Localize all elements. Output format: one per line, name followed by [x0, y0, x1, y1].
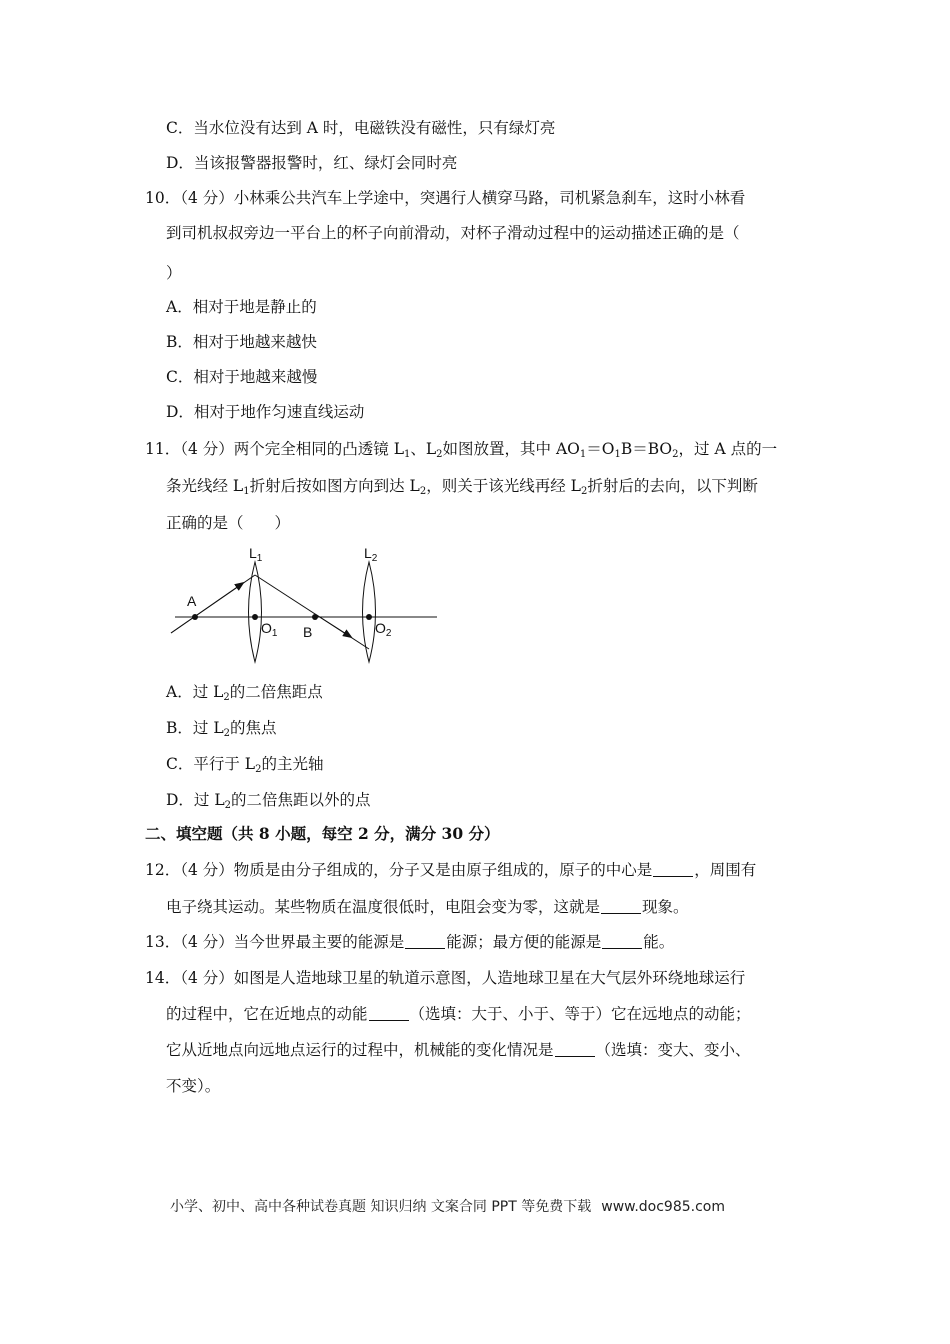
q10-stem-1: （4 分）小林乘公共汽车上学途中，突遇行人横穿马路，司机紧急刹车，这时小林看 [180, 189, 746, 207]
q11-text: 折射后的去向，以下判断 [587, 477, 758, 495]
q11-text: （4 分）两个完全相同的凸透镜 L [180, 440, 404, 458]
q14-line3 [166, 1040, 751, 1060]
q11-text: 如图放置，其中 AO [442, 440, 580, 458]
q12-text: ，周围有 [694, 861, 757, 879]
option-text: D．过 L [166, 791, 225, 809]
q10-number: 10． [145, 189, 181, 207]
subscript: 2 [224, 800, 232, 811]
label-o1: $O_1$ [261, 620, 278, 639]
label-l2: $L_2$ [364, 545, 378, 564]
q14-number: 14． [145, 969, 181, 987]
subscript: 1 [243, 486, 250, 497]
option-text: A．过 L [166, 683, 224, 701]
q11-option-c [166, 754, 323, 774]
subscript: 2 [436, 449, 443, 460]
option-text: 的二倍焦距以外的点 [231, 791, 371, 809]
q11-text: 、L [410, 440, 437, 458]
q10-option-b: B．相对于地越来越快 [166, 333, 317, 351]
q11-text: B＝BO [620, 440, 673, 458]
q10-line1 [145, 188, 745, 208]
q11-text: ，则关于该光线再经 L [426, 477, 581, 495]
subscript: 2 [672, 449, 679, 460]
option-text: B．过 L [166, 719, 224, 737]
subscript: 2 [223, 728, 230, 739]
q14-line2 [166, 1004, 751, 1024]
footer-text: 小学、初中、高中各种试卷真题 知识归纳 文案合同 PPT 等免费下载 [170, 1199, 592, 1215]
label-l1: $L_1$ [249, 545, 263, 564]
q11-line3: 正确的是（ ） [166, 514, 291, 532]
q11-line1 [145, 439, 777, 459]
q12-line2 [166, 897, 689, 917]
section-heading: 二、填空题（共 8 小题，每空 2 分，满分 30 分） [145, 824, 500, 843]
q14-text: （选填：大于、小于、等于）它在远地点的动能； [409, 1005, 751, 1023]
answer-blank[interactable] [405, 934, 445, 949]
subscript: 2 [223, 692, 230, 703]
q9-option-d: D．当该报警器报警时，红、绿灯会同时亮 [166, 154, 458, 172]
subscript: 1 [579, 449, 587, 460]
q14-text: 它从近地点向远地点运行的过程中，机械能的变化情况是 [166, 1041, 554, 1059]
lens-diagram [165, 540, 445, 670]
answer-blank[interactable] [555, 1042, 595, 1057]
q14-line4: 不变）。 [166, 1077, 221, 1095]
answer-blank[interactable] [602, 934, 642, 949]
label-o2: $O_2$ [375, 620, 392, 639]
q13-text: （4 分）当今世界最主要的能源是 [180, 933, 405, 951]
q11-number: 11． [145, 440, 181, 458]
q11-option-b [166, 718, 277, 738]
lens-l2 [363, 562, 376, 662]
q9-option-c: C．当水位没有达到 A 时，电磁铁没有磁性，只有绿灯亮 [166, 119, 556, 137]
q12-line1 [145, 860, 756, 880]
q10-option-a: A．相对于地是静止的 [166, 298, 317, 316]
page-footer [170, 1196, 725, 1216]
q13-number: 13． [145, 933, 181, 951]
point-b [312, 614, 318, 620]
q11-line2 [166, 476, 758, 496]
answer-blank[interactable] [601, 899, 641, 914]
q10-line2: 到司机叔叔旁边一平台上的杯子向前滑动，对杯子滑动过程中的运动描述正确的是（ [166, 224, 740, 242]
subscript: 2 [419, 486, 427, 497]
point-o2 [366, 614, 372, 620]
option-text: C．平行于 L [166, 755, 256, 773]
q10-option-d: D．相对于地作匀速直线运动 [166, 403, 365, 421]
q14-text: （选填：变大、变小、 [595, 1041, 751, 1059]
incident-ray-arrow [171, 583, 243, 633]
q14-text: （4 分）如图是人造地球卫星的轨道示意图，人造地球卫星在大气层外环绕地球运行 [180, 969, 746, 987]
q14-text: 的过程中，它在近地点的动能 [166, 1005, 368, 1023]
q11-text: 折射后按如图方向到达 L [249, 477, 420, 495]
lens-l1 [249, 562, 262, 662]
option-text: 的焦点 [230, 719, 277, 737]
point-a [192, 614, 198, 620]
subscript: 1 [614, 449, 621, 460]
option-text: 的主光轴 [261, 755, 324, 773]
q12-text: （4 分）物质是由分子组成的，分子又是由原子组成的，原子的中心是 [180, 861, 653, 879]
subscript: 2 [255, 764, 262, 775]
answer-blank[interactable] [653, 862, 693, 877]
q11-text: 条光线经 L [166, 477, 244, 495]
q11-text: ＝O [586, 440, 615, 458]
point-o1 [252, 614, 258, 620]
q10-option-c: C．相对于地越来越慢 [166, 368, 318, 386]
footer-url[interactable]: www.doc985.com [601, 1199, 725, 1215]
q14-line1 [145, 968, 745, 988]
subscript: 1 [404, 449, 411, 460]
q11-text: ，过 A 点的一 [678, 440, 778, 458]
q12-text: 电子绕其运动。某些物质在温度很低时，电阻会变为零，这就是 [166, 898, 601, 916]
option-text: 的二倍焦距点 [229, 683, 323, 701]
q12-text: 现象。 [642, 898, 689, 916]
subscript: 2 [580, 486, 588, 497]
q13-line1 [145, 932, 674, 952]
label-b: B [303, 624, 313, 640]
q13-text: 能。 [643, 933, 675, 951]
q11-option-a [166, 682, 323, 702]
answer-blank[interactable] [369, 1006, 409, 1021]
q12-number: 12． [145, 861, 181, 879]
label-a: A [187, 593, 197, 609]
q11-option-d [166, 790, 371, 810]
q10-line3: ） [166, 264, 182, 282]
q13-text: 能源；最方便的能源是 [446, 933, 602, 951]
